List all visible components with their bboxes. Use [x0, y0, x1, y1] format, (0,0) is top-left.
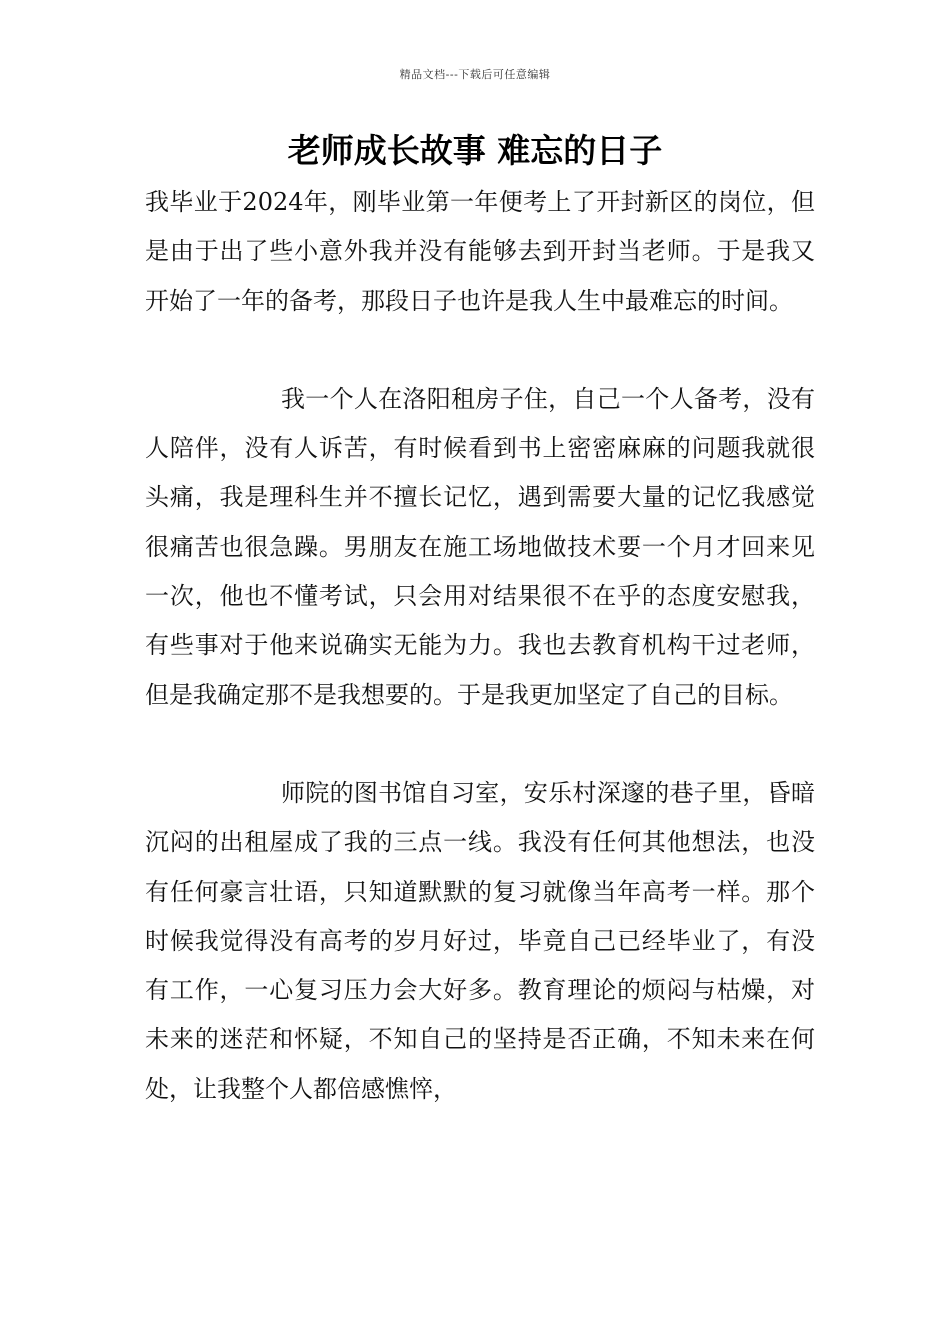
paragraph-1: 我毕业于2024年，刚毕业第一年便考上了开封新区的岗位，但是由于出了些小意外我并没有能够去到开封当老师。于是我又开始了一年的备考，那段日子也许是我人生中最难忘的时间。 [145, 188, 815, 315]
document-title: 老师成长故事 难忘的日子 [287, 131, 663, 170]
page-header: 精品文档---下载后可任意编辑 [399, 68, 551, 81]
paragraph-2: 我一个人在洛阳租房子住，自己一个人备考，没有人陪伴，没有人诉苦，有时候看到书上密密麻麻的问题我就很头痛，我是理科生并不擅长记忆，遇到需要大量的记忆我感觉很痛苦也很急躁。男朋友在施工场地做技术要一个月才回来见一次，他也不懂考试，只会用对结果很不在乎的态度安慰我，有些事对于他来说确实无能为力。我也去教育机构干过老师，但是我确定那不是我想要的。于是我更加坚定了自己的目标。 [145, 384, 815, 709]
document-body [145, 178, 815, 1114]
paragraph-3: 师院的图书馆自习室，安乐村深邃的巷子里，昏暗沉闷的出租屋成了我的三点一线。我没有任何其他想法，也没有任何豪言壮语，只知道默默的复习就像当年高考一样。那个时候我觉得没有高考的岁月好过，毕竟自己已经毕业了，有没有工作，一心复习压力会大好多。教育理论的烦闷与枯燥，对未来的迷茫和怀疑，不知自己的坚持是否正确，不知未来在何处，让我整个人都倍感憔悴， [145, 778, 815, 1103]
